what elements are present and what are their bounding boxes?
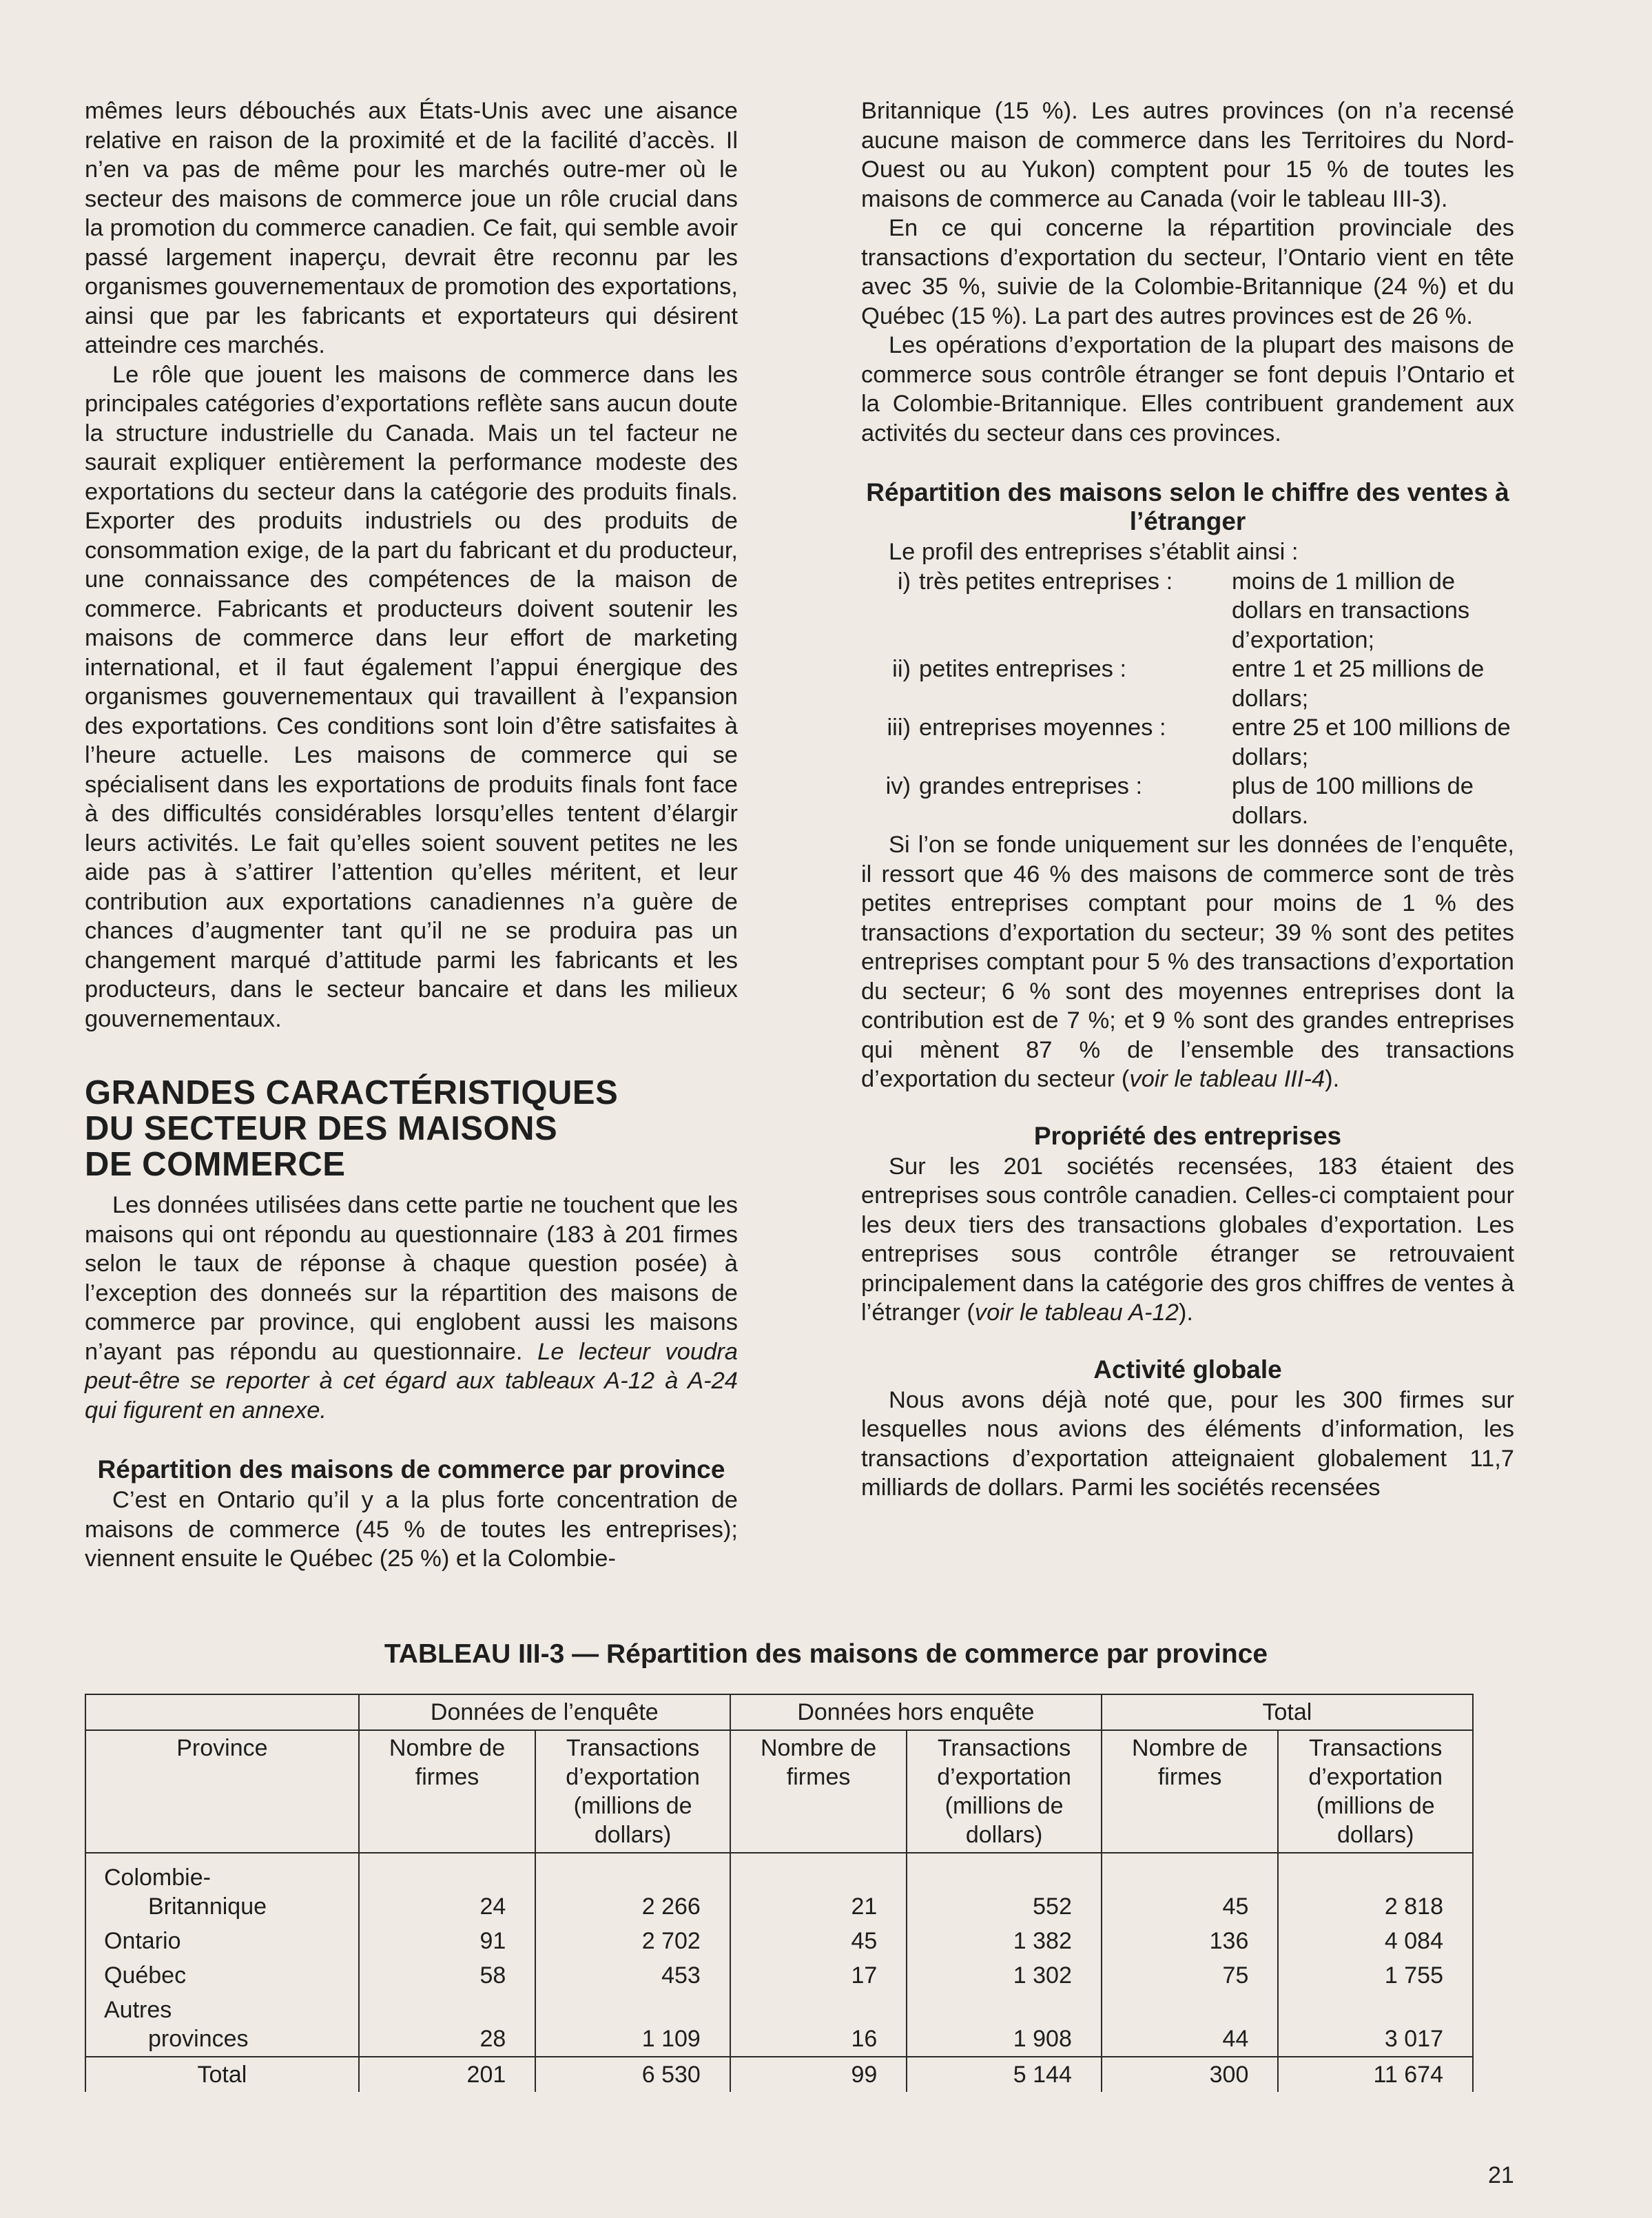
paragraph-text: Sur les 201 sociétés recensées, 183 étaient des entreprises sous contrôle canadien. Celles-ci comptaient pour les deux tiers des transactions globales d’exportation. Les entreprises sous contrôle étranger se retrouvaient principalement dans la catégorie des gros chiffres de ventes à l’étranger ( — [861, 1153, 1514, 1326]
table-cell: 136 — [1102, 1924, 1279, 1958]
table-cell: 58 — [359, 1958, 536, 1993]
table-cell — [1278, 1993, 1473, 2057]
profile-number: iii) — [887, 715, 911, 741]
table-group-header: Total — [1102, 1694, 1473, 1730]
table-header-cell: Transactions d’exportation (millions de dollars) — [907, 1730, 1102, 1853]
table-cell: 1 755 — [1278, 1958, 1473, 1993]
profile-description: entre 25 et 100 millions de dollars; — [1232, 715, 1511, 770]
table-cell: 4 084 — [1278, 1924, 1473, 1958]
page-number: 21 — [1488, 2162, 1514, 2188]
paragraph-italic: voir le tableau A-12 — [974, 1300, 1179, 1326]
cell-value: 21 — [851, 1893, 878, 1920]
table-cell: 17 — [730, 1958, 907, 1993]
table-cell-province — [85, 1853, 359, 1924]
cell-value: 44 — [1222, 2026, 1249, 2052]
province-line: Colombie- — [104, 1865, 211, 1891]
cell-value: 1 908 — [1013, 2026, 1072, 2052]
table-header-cell: Nombre de firmes — [1102, 1730, 1279, 1853]
left-column — [85, 96, 738, 1574]
paragraph-italic: voir le tableau III-4 — [1129, 1066, 1325, 1092]
table-cell — [359, 1853, 536, 1924]
table-cell-province: Québec — [85, 1958, 359, 1993]
profile-item — [861, 772, 1514, 830]
paragraph: Les opérations d’exportation de la plupart des maisons de commerce sous contrôle étranger se font depuis l’Ontario et la Colombie-Britannique. Elles contribuent grandement aux activités du secteur dans ces provinces. — [861, 332, 1514, 446]
right-column — [861, 96, 1514, 1503]
cell-value: 3 017 — [1384, 2026, 1443, 2052]
table-row — [85, 1958, 1473, 1993]
table-header-row — [85, 1730, 1473, 1853]
profile-number: i) — [897, 568, 911, 595]
table-header-cell: Nombre de firmes — [730, 1730, 907, 1853]
table-header-cell: Transactions d’exportation (millions de dollars) — [535, 1730, 730, 1853]
table-cell — [1278, 1853, 1473, 1924]
table-cell: 300 — [1102, 2057, 1279, 2092]
table-cell: 75 — [1102, 1958, 1279, 1993]
table-cell: 1 302 — [907, 1958, 1102, 1993]
table-row — [85, 1993, 1473, 2057]
paragraph — [861, 830, 1514, 1094]
paragraph-italic: Le lecteur voudra peut-être se reporter à cet égard aux tableaux A-12 à A-24 qui figurent en annexe. — [85, 1338, 738, 1424]
paragraph-text: ). — [1325, 1066, 1340, 1092]
subsection-heading: Répartition des maisons selon le chiffre des ventes à l’étranger — [866, 478, 1509, 535]
cell-value: 1 109 — [641, 2026, 701, 2052]
table-cell: 1 382 — [907, 1924, 1102, 1958]
table-cell — [907, 1993, 1102, 2057]
table-row — [85, 1924, 1473, 1958]
table-cell: 453 — [535, 1958, 730, 1993]
profile-item — [861, 567, 1514, 655]
heading-line: DE COMMERCE — [85, 1146, 346, 1183]
paragraph: En ce qui concerne la répartition provinciale des transactions d’exportation du secteur, l’Ontario vient en tête avec 35 %, suivie de la Colombie-Britannique (24 %) et du Québec (15 %). La part des autres provinces est de 26 %. — [861, 215, 1514, 329]
table-cell — [1102, 1993, 1279, 2057]
profile-number: ii) — [892, 656, 911, 682]
subsection-heading: Activité globale — [1093, 1355, 1282, 1384]
table-cell — [359, 1993, 536, 2057]
table-cell — [730, 1853, 907, 1924]
table-cell — [907, 1853, 1102, 1924]
table-cell-province — [85, 1993, 359, 2057]
profile-item — [861, 713, 1514, 772]
profile-name: petites entreprises : — [919, 656, 1127, 682]
section-heading — [85, 1075, 738, 1182]
province-line: Britannique — [148, 1893, 267, 1920]
paragraph — [861, 1152, 1514, 1328]
profile-description: plus de 100 millions de dollars. — [1232, 773, 1474, 829]
paragraph: Nous avons déjà noté que, pour les 300 firmes sur lesquelles nous avions des éléments d’information, les transactions d’exportation atteignaient globalement 11,7 milliards de dollars. Parmi les sociétés recensées — [861, 1386, 1514, 1501]
table-header-cell — [85, 1694, 359, 1730]
table-group-header: Données hors enquête — [730, 1694, 1102, 1730]
profile-number: iv) — [885, 773, 911, 799]
paragraph: mêmes leurs débouchés aux États-Unis avec une aisance relative en raison de la proximité et de la facilité d’accès. Il n’en va pas de même pour les marchés outre-mer où le secteur des maisons de commerce joue un rôle crucial dans la promotion du commerce canadien. Ce fait, qui semble avoir passé largement inaperçu, devrait être reconnu par les organismes gouvernementaux de promotion des exportations, ainsi que par les fabricants et exportateurs qui désirent atteindre ces marchés. — [85, 98, 738, 358]
table-cell: 45 — [730, 1924, 907, 1958]
table-cell: 5 144 — [907, 2057, 1102, 2092]
table-header-cell: Province — [85, 1730, 359, 1853]
profile-list — [861, 567, 1514, 831]
cell-value: 45 — [1222, 1893, 1249, 1920]
subsection-heading: Répartition des maisons de commerce par province — [97, 1455, 725, 1483]
data-table — [85, 1694, 1474, 2092]
cell-value: 16 — [851, 2026, 878, 2052]
table-cell: 6 530 — [535, 2057, 730, 2092]
cell-value: 24 — [479, 1893, 506, 1920]
table-cell — [730, 1993, 907, 2057]
table-header-cell: Nombre de firmes — [359, 1730, 536, 1853]
paragraph: Britannique (15 %). Les autres provinces (on n’a recensé aucune maison de commerce dans les Territoires du Nord-Ouest ou au Yukon) comptent pour 15 % de toutes les maisons de commerce au Canada (voir le tableau III-3). — [861, 98, 1514, 212]
table-row — [85, 1853, 1473, 1924]
province-line: Autres — [104, 1997, 172, 2023]
paragraph — [85, 1191, 738, 1425]
heading-line: DU SECTEUR DES MAISONS — [85, 1110, 558, 1147]
cell-value: 2 818 — [1384, 1893, 1443, 1920]
table-group-header-row — [85, 1694, 1473, 1730]
table-cell-total-label: Total — [85, 2057, 359, 2092]
paragraph: Le profil des entreprises s’établit ainsi : — [889, 539, 1299, 565]
table-title: TABLEAU III-3 — Répartition des maisons de commerce par province — [384, 1639, 1268, 1669]
province-line: provinces — [148, 2026, 249, 2052]
table-group-header: Données de l’enquête — [359, 1694, 730, 1730]
profile-item — [861, 655, 1514, 713]
cell-value: 28 — [479, 2026, 506, 2052]
subsection-heading: Propriété des entreprises — [1033, 1121, 1342, 1150]
profile-name: grandes entreprises : — [919, 773, 1143, 799]
profile-name: entreprises moyennes : — [919, 715, 1166, 741]
table-header-cell: Transactions d’exportation (millions de dollars) — [1278, 1730, 1473, 1853]
profile-description: entre 1 et 25 millions de dollars; — [1232, 656, 1485, 712]
paragraph: C’est en Ontario qu’il y a la plus forte concentration de maisons de commerce (45 % de toutes les entreprises); viennent ensuite le Québec (25 %) et la Colombie- — [85, 1487, 738, 1572]
table-cell-province: Ontario — [85, 1924, 359, 1958]
paragraph-text: Si l’on se fonde uniquement sur les données de l’enquête, il ressort que 46 % des maisons de commerce sont de très petites entreprises comptant pour moins de 1 % des transactions d’exportation du secteur; 39 % sont des petites entreprises comptant pour 5 % des transactions d’exportation du secteur; 6 % sont des moyennes entreprises dont la contribution est de 7 %; et 9 % sont des grandes entreprises qui mènent 87 % de l’ensemble des transactions d’exportation du secteur ( — [861, 832, 1514, 1092]
paragraph-text: Les données utilisées dans cette partie ne touchent que les maisons qui ont répondu au questionnaire (183 à 201 firmes selon le taux de réponse à chaque question posée) à l’exception des donneés sur la répartition des maisons de commerce par province, qui englobent aussi les maisons n’ayant pas répondu au questionnaire. — [85, 1192, 738, 1365]
table-cell: 201 — [359, 2057, 536, 2092]
profile-name: très petites entreprises : — [919, 568, 1173, 595]
table-cell — [535, 1853, 730, 1924]
cell-value: 2 266 — [641, 1893, 701, 1920]
paragraph: Le rôle que jouent les maisons de commerce dans les principales catégories d’exportations reflète sans aucun doute la structure industrielle du Canada. Mais un tel facteur ne saurait expliquer entièrement la performance modeste des exportations du secteur dans la catégorie des produits finals. Exporter des produits industriels ou des produits de consommation exige, de la part du fabricant et du producteur, une connaissance des compétences de la maison de commerce. Fabricants et producteurs doivent soutenir les maisons de commerce dans leur effort de marketing international, et il faut également l’appui énergique des organismes gouvernementaux qui travaillent à l’expansion des exportations. Ces conditions sont loin d’être satisfaites à l’heure actuelle. Les maisons de commerce qui se spécialisent dans les exportations de produits finals font face à des difficultés considérables lorsqu’elles tentent d’élargir leurs activités. Le fait qu’elles soient souvent petites ne les aide pas à s’attirer l’attention qu’elles méritent, et leur contribution aux exportations canadiennes n’a guère de chances d’augmenter tant qu’il ne se produira pas un changement marqué d’attitude parmi les fabricants et les producteurs, dans le secteur bancaire et dans les milieux gouvernementaux. — [85, 361, 738, 1032]
table-cell: 99 — [730, 2057, 907, 2092]
table-cell: 91 — [359, 1924, 536, 1958]
table-cell — [535, 1993, 730, 2057]
table-total-row — [85, 2057, 1473, 2092]
table-cell: 2 702 — [535, 1924, 730, 1958]
heading-line: GRANDES CARACTÉRISTIQUES — [85, 1074, 619, 1111]
table-cell — [1102, 1853, 1279, 1924]
cell-value: 552 — [1033, 1893, 1072, 1920]
profile-description: moins de 1 million de dollars en transactions d’exportation; — [1232, 568, 1470, 653]
paragraph-text: ). — [1178, 1300, 1193, 1326]
table-cell: 11 674 — [1278, 2057, 1473, 2092]
